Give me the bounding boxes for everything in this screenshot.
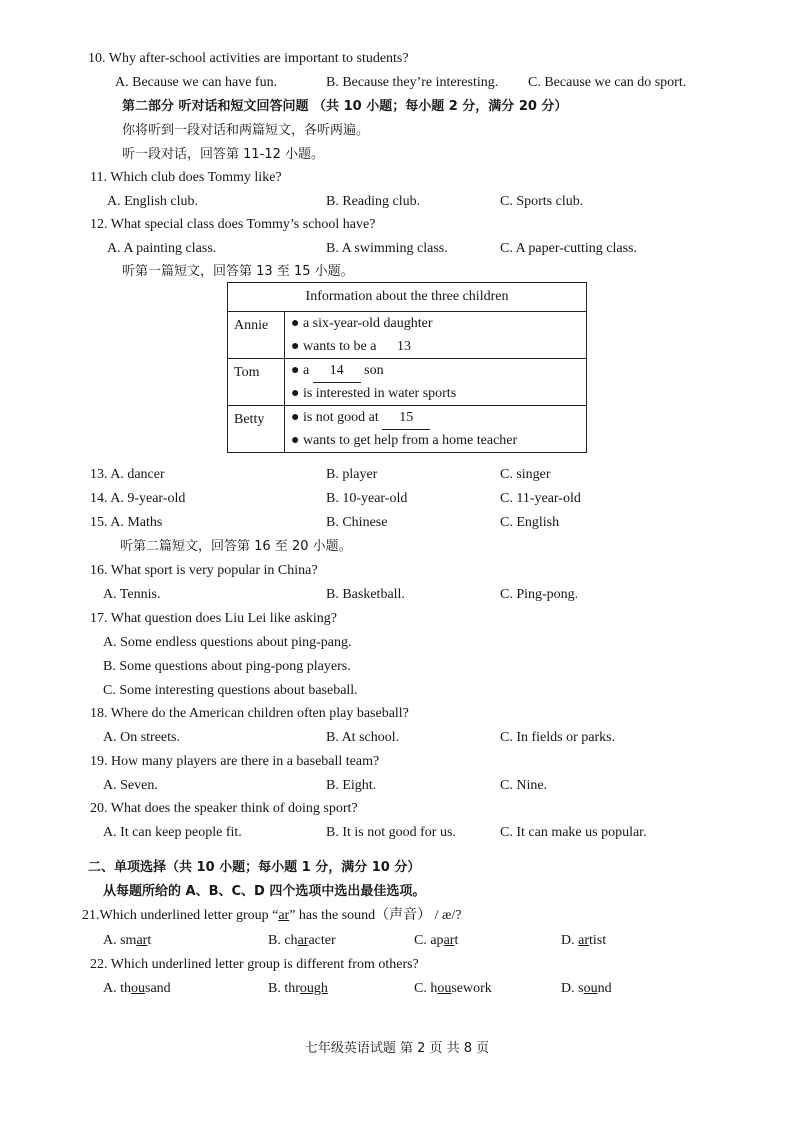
q10-option-c: C. Because we can do sport.	[528, 75, 687, 90]
q22-option-c	[414, 980, 492, 998]
q22-a-ul: ou	[131, 981, 145, 996]
q21-stem	[82, 907, 461, 925]
q11-stem	[90, 169, 282, 187]
q17-option-b: B. Some questions about ping-pong players.	[103, 659, 351, 674]
q15-option-a: 15. A. Maths	[90, 515, 163, 530]
q22-stem: 22. Which underlined letter group is different from others?	[90, 957, 419, 972]
q17-option-a: A. Some endless questions about ping-pang.	[103, 635, 352, 650]
q11-option-b: B. Reading club.	[326, 194, 421, 209]
table-name-annie: Annie	[228, 312, 285, 359]
q20-option-b: B. It is not good for us.	[326, 825, 456, 840]
section2-instruction: 从每题所给的 A、B、C、D 四个选项中选出最佳选项。	[103, 884, 426, 899]
q15-option-c: C. English	[500, 515, 560, 530]
q12-option-a: A. A painting class.	[107, 241, 217, 256]
q21-a-post: t	[147, 933, 152, 948]
section2-heading: 二、单项选择（共 10 小题；每小题 1 分，满分 10 分）	[88, 860, 421, 875]
q22-d-pre: D. s	[561, 981, 584, 996]
q19-option-b: B. Eight.	[326, 778, 377, 793]
annie-line-2	[291, 335, 580, 358]
blank-14: 14	[313, 359, 361, 383]
q11-number: 11.	[90, 170, 107, 185]
info-table-title: Information about the three children	[228, 283, 587, 312]
q21-stem-post: ” has the sound（声音） / æ/?	[289, 908, 462, 923]
q15-option-b: B. Chinese	[326, 515, 388, 530]
q21-b-post: acter	[308, 933, 336, 948]
part2-instruction-1: 你将听到一段对话和两篇短文，各听两遍。	[122, 123, 370, 138]
q22-d-post: nd	[597, 981, 612, 996]
q21-b-ul: ar	[297, 933, 309, 948]
q16-option-b: B. Basketball.	[326, 587, 405, 602]
q13-option-c: C. singer	[500, 467, 551, 482]
q17-option-c: C. Some interesting questions about baseball.	[103, 683, 358, 698]
q22-option-d	[561, 980, 612, 998]
q21-stem-underlined: ar	[278, 908, 290, 923]
passage2-instruction: 听第二篇短文，回答第 16 至 20 小题。	[120, 539, 352, 554]
q12-text: What special class does Tommy’s school have?	[110, 217, 376, 232]
q21-stem-pre: 21.Which underlined letter group “	[82, 908, 279, 923]
q10-stem	[88, 50, 409, 68]
q20-option-c: C. It can make us popular.	[500, 825, 647, 840]
info-table	[227, 282, 587, 453]
betty-line-1-text: ● is not good at	[291, 410, 379, 425]
tom-line-2: ● is interested in water sports	[291, 386, 457, 401]
tom-line-1-text-a: ● a	[291, 363, 310, 378]
q10-option-a: A. Because we can have fun.	[115, 75, 278, 90]
q21-option-b	[268, 932, 336, 950]
q10-text: Why after-school activities are important to students?	[108, 51, 409, 66]
q12-option-c: C. A paper-cutting class.	[500, 241, 637, 256]
q21-a-pre: A. sm	[103, 933, 137, 948]
q11-option-a: A. English club.	[107, 194, 198, 209]
q12-number: 12.	[90, 217, 108, 232]
q21-option-c	[414, 932, 458, 950]
q21-option-a	[103, 932, 151, 950]
q22-option-b	[268, 980, 328, 998]
q21-c-pre: C. ap	[414, 933, 444, 948]
q21-c-ul: ar	[443, 933, 455, 948]
q21-a-ul: ar	[136, 933, 148, 948]
tom-line-1-text-b: son	[364, 363, 384, 378]
q22-a-post: sand	[145, 981, 171, 996]
part2-instruction-2: 听一段对话，回答第 11-12 小题。	[122, 147, 325, 162]
q18-option-c: C. In fields or parks.	[500, 730, 616, 745]
q17-stem: 17. What question does Liu Lei like asking?	[90, 611, 338, 626]
table-name-tom: Tom	[228, 359, 285, 406]
q12-stem	[90, 216, 375, 234]
table-row-annie	[228, 312, 587, 359]
table-name-betty: Betty	[228, 406, 285, 453]
q22-d-ul: ou	[583, 981, 598, 996]
q19-stem: 19. How many players are there in a baseball team?	[90, 754, 380, 769]
betty-line-1	[291, 406, 580, 429]
q14-option-c: C. 11-year-old	[500, 491, 581, 506]
q12-option-b: B. A swimming class.	[326, 241, 448, 256]
q10-option-b: B. Because they’re interesting.	[326, 75, 499, 90]
q16-option-c: C. Ping-pong.	[500, 587, 579, 602]
q13-option-a: 13. A. dancer	[90, 467, 165, 482]
passage1-instruction: 听第一篇短文，回答第 13 至 15 小题。	[122, 264, 354, 279]
q10-number: 10.	[88, 51, 106, 66]
annie-line-2-text: ● wants to be a	[291, 339, 377, 354]
q18-option-b: B. At school.	[326, 730, 400, 745]
blank-13: 13	[380, 335, 428, 359]
q14-option-a: 14. A. 9-year-old	[90, 491, 186, 506]
table-row-betty	[228, 406, 587, 453]
q22-c-pre: C. h	[414, 981, 438, 996]
q22-option-a	[103, 980, 171, 998]
q22-c-post: sework	[451, 981, 492, 996]
part2-heading: 第二部分 听对话和短文回答问题 （共 10 小题；每小题 2 分，满分 20 分）	[122, 99, 568, 114]
q14-option-b: B. 10-year-old	[326, 491, 408, 506]
q21-b-pre: B. ch	[268, 933, 298, 948]
blank-15: 15	[382, 406, 430, 430]
q18-stem: 18. Where do the American children often play baseball?	[90, 706, 409, 721]
q22-a-pre: A. th	[103, 981, 131, 996]
q19-option-c: C. Nine.	[500, 778, 548, 793]
q18-option-a: A. On streets.	[103, 730, 180, 745]
q22-b-pre: B. thr	[268, 981, 300, 996]
q11-text: Which club does Tommy like?	[110, 170, 282, 185]
tom-line-1	[291, 359, 580, 382]
page-footer: 七年级英语试题 第 2 页 共 8 页	[304, 1041, 490, 1056]
q21-d-post: tist	[589, 933, 607, 948]
q16-option-a: A. Tennis.	[103, 587, 161, 602]
q21-d-pre: D.	[561, 933, 579, 948]
betty-line-2: ● wants to get help from a home teacher	[291, 433, 518, 448]
q16-stem: 16. What sport is very popular in China?	[90, 563, 318, 578]
q22-c-ul: ou	[437, 981, 452, 996]
q13-option-b: B. player	[326, 467, 378, 482]
q19-option-a: A. Seven.	[103, 778, 158, 793]
q21-option-d	[561, 932, 606, 950]
q21-d-ul: ar	[578, 933, 590, 948]
q11-option-c: C. Sports club.	[500, 194, 584, 209]
annie-line-1: ● a six-year-old daughter	[291, 316, 433, 331]
table-row-tom	[228, 359, 587, 406]
q21-c-post: t	[454, 933, 459, 948]
q20-stem: 20. What does the speaker think of doing sport?	[90, 801, 358, 816]
q20-option-a: A. It can keep people fit.	[103, 825, 242, 840]
q22-b-ul: ough	[299, 981, 328, 996]
